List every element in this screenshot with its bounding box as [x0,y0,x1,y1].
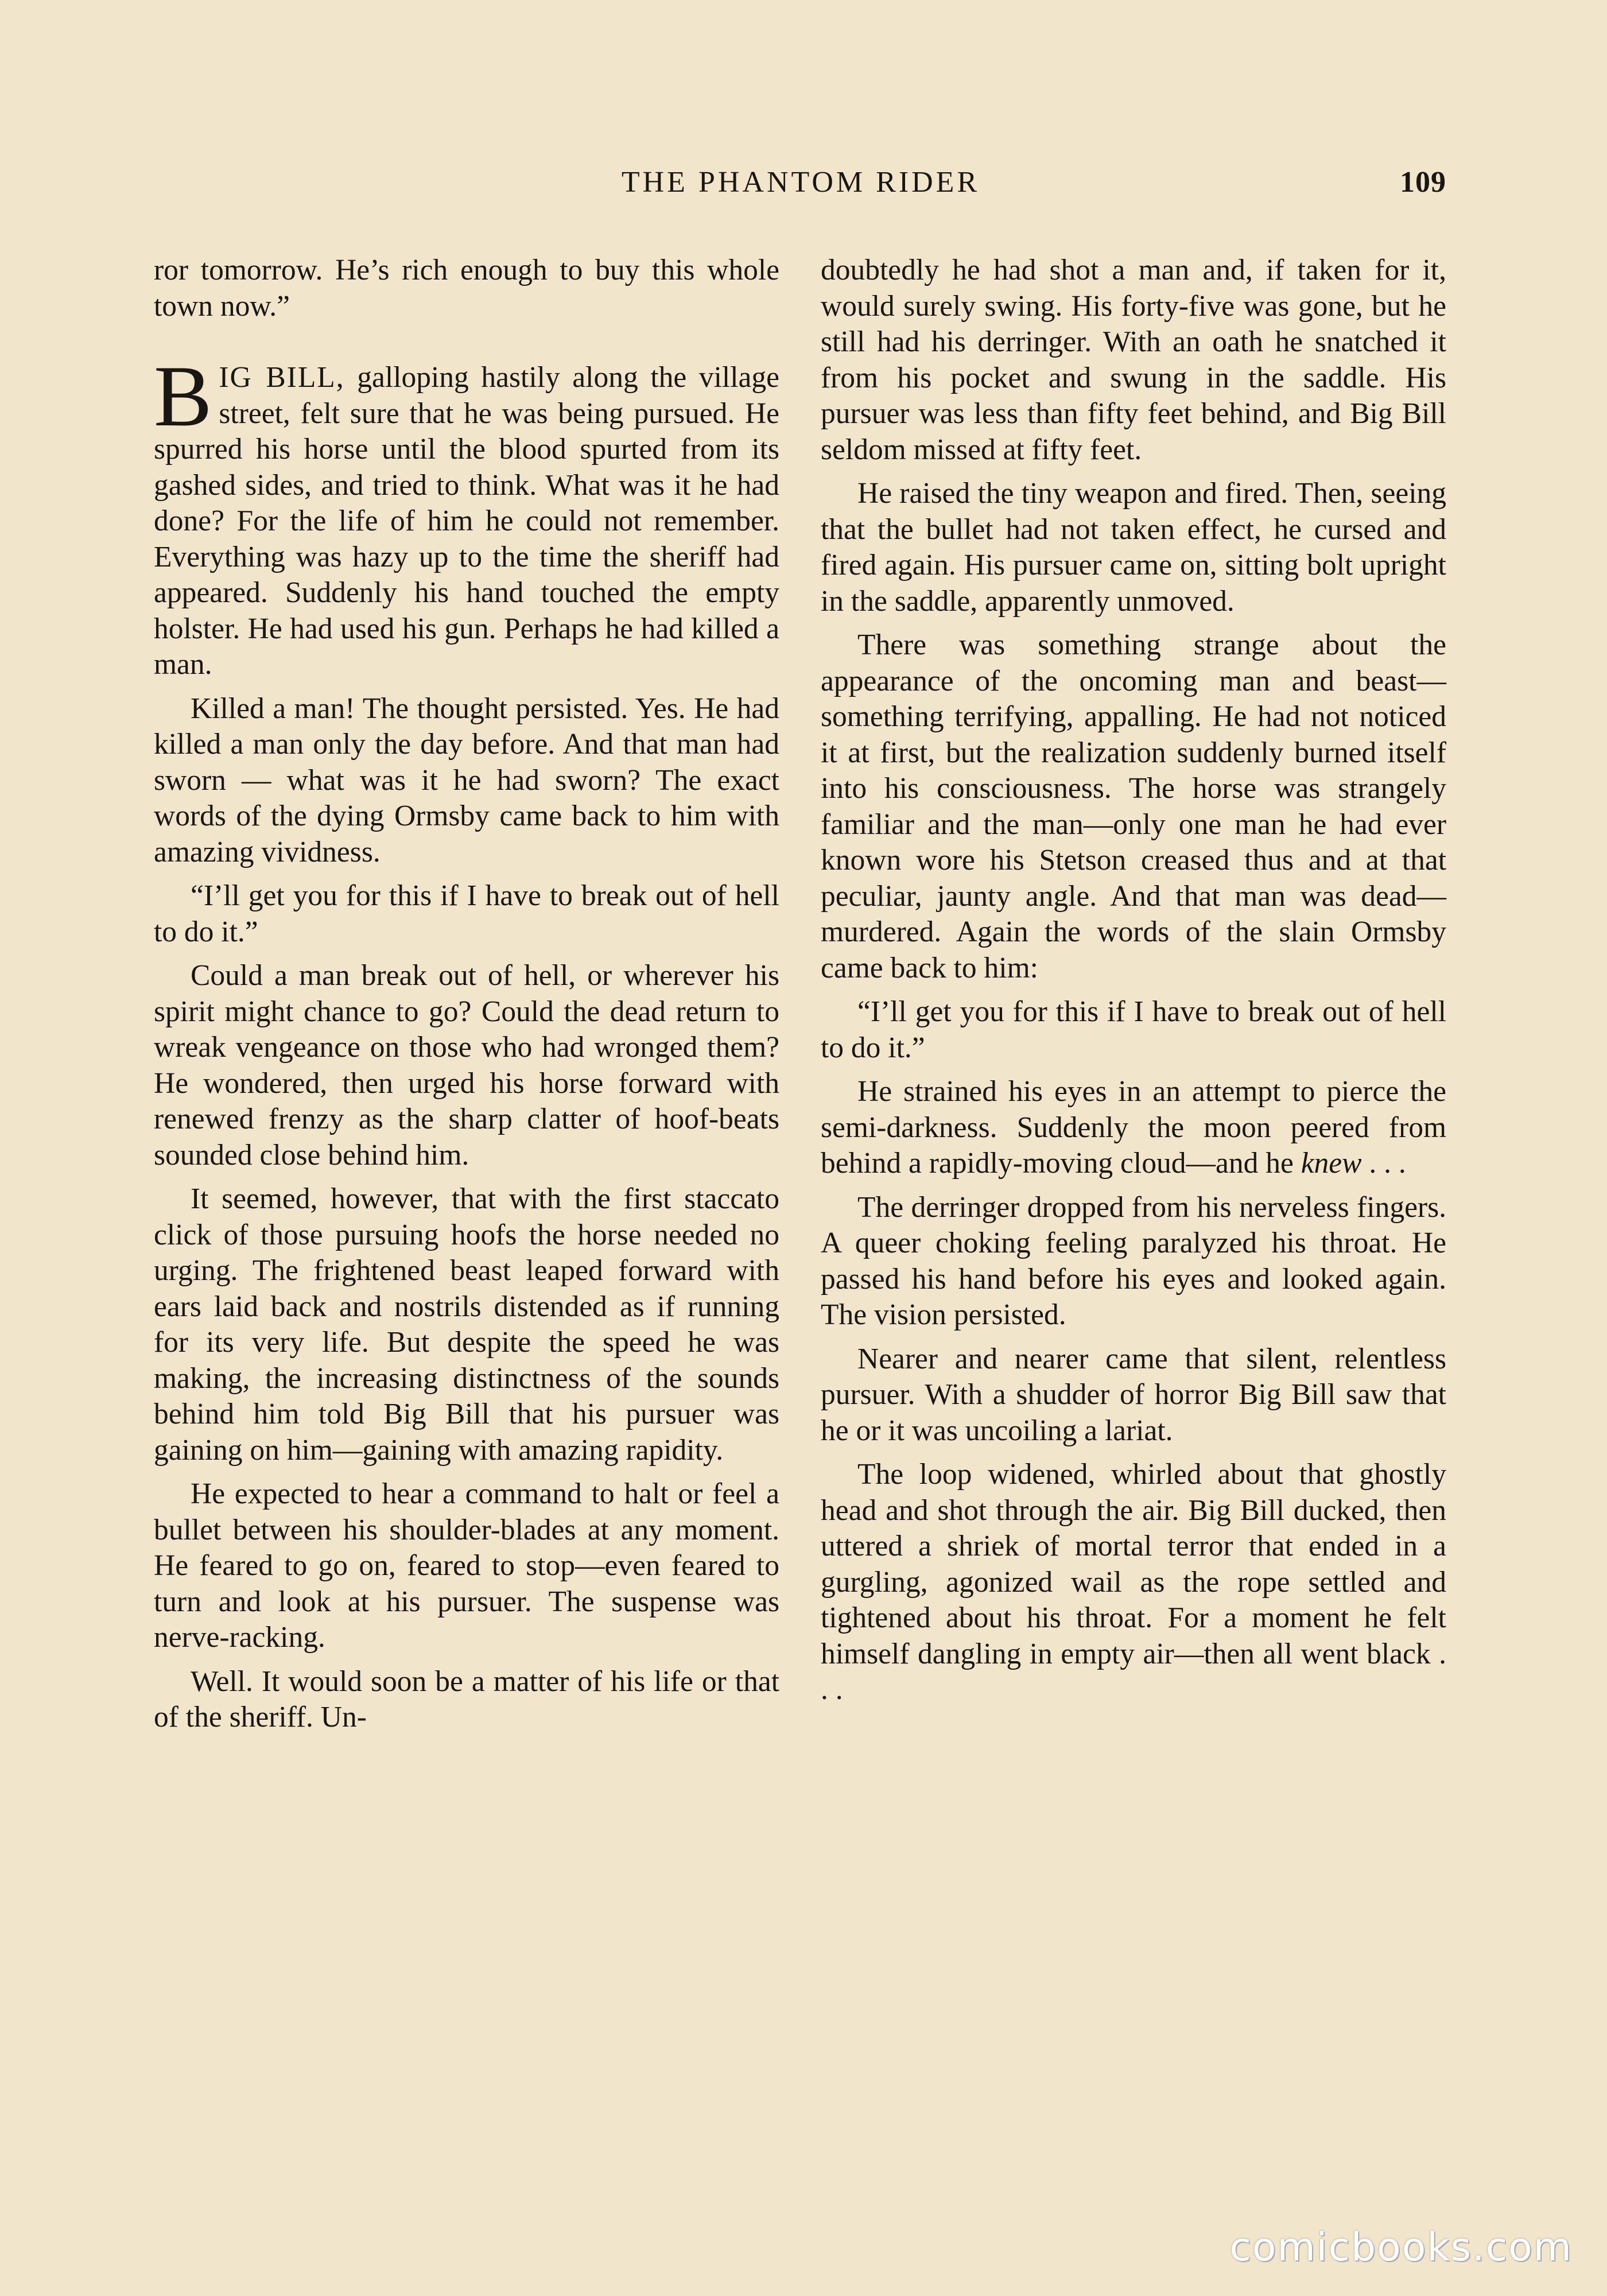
section-opening-paragraph [154,348,779,683]
emphasis-word: knew [1301,1147,1362,1180]
paragraph: The loop widened, whirled about that ghostly head and shot through the air. Big Bill ducked, then uttered a shriek of mortal terror that ended in a gurgling, agonized wail as the rope settled and tightened about his throat. For a moment he felt himself dangling in empty air—then all went black . . . [821,1458,1446,1706]
paragraph: The derringer dropped from his nerveless fingers. A queer choking feeling paralyzed his throat. He passed his hand before his eyes and looked again. The vision persisted. [821,1190,1446,1331]
paragraph: Well. It would soon be a matter of his life or that of the sheriff. Un- [154,1665,779,1733]
drop-cap: B [154,348,212,444]
ellipsis: . . . [1361,1147,1406,1180]
paragraph: doubtedly he had shot a man and, if taken for it, would surely swing. His forty-five was gone, but he still had his derringer. With an oath he snatched it from his pocket and swung in the saddle. His pursuer was less than fifty feet behind, and Big Bill seldom missed at fifty feet. [821,254,1446,466]
quote-paragraph: “I’ll get you for this if I have to break out of hell to do it.” [154,879,779,948]
paragraph-text: He strained his eyes in an attempt to pierce the semi-darkness. Suddenly the moon peered from behind a rapidly-moving cloud—and he [821,1075,1446,1180]
page-number: 109 [1400,166,1446,199]
paragraph: He expected to hear a command to halt or feel a bullet between his shoulder-blades at any moment. He feared to go on, feared to stop—even feared to turn and look at his pursuer. The suspense was nerve-racking. [154,1477,779,1654]
running-title: THE PHANTOM RIDER [621,166,980,199]
paragraph: He raised the tiny weapon and fired. Then, seeing that the bullet had not taken effect, he cursed and fired again. His pursuer came on, sitting bolt upright in the saddle, apparently unmoved. [821,477,1446,618]
paragraph: There was something strange about the appearance of the oncoming man and beast—something terrifying, appalling. He had not noticed it at first, but the realization suddenly burned itself into his consciousness. The horse was strangely familiar and the man—only one man he had ever known wore his Stetson creased thus and at that peculiar, jaunty angle. And that man was dead—murdered. Again the words of the slain Ormsby came back to him: [821,629,1446,984]
paragraph [821,1074,1446,1182]
paragraph: ror tomorrow. He’s rich enough to buy this whole town now.” [154,254,779,323]
paragraph-text: galloping hastily along the village street, felt sure that he was being pursued. He spurred his horse until the blood spurted from its gashed sides, and tried to think. What was it he had done? For the life of him he could not remember. Everything was hazy up to the time the sheriff had appeared. Suddenly his hand touched the empty holster. He had used his gun. Perhaps he had killed a man. [154,361,779,681]
paragraph: Nearer and nearer came that silent, relentless pursuer. With a shudder of horror Big Bill saw that he or it was uncoiling a lariat. [821,1342,1446,1447]
quote-paragraph: “I’ll get you for this if I have to break out of hell to do it.” [821,995,1446,1064]
paragraph: It seemed, however, that with the first staccato click of those pursuing hoofs the horse needed no urging. The frightened beast leaped forward with ears laid back and nostrils distended as if running for its very life. But despite the speed he was making, the increasing distinctness of the sounds behind him told Big Bill that his pursuer was gaining on him—gaining with amazing rapidity. [154,1182,779,1467]
page-header [155,165,1446,211]
left-column [154,253,779,1744]
right-column [821,253,1446,1716]
site-watermark: comicbooks.com [1229,2225,1573,2270]
paragraph: Could a man break out of hell, or wherever his spirit might chance to go? Could the dead return to wreak vengeance on those who had wronged them? He wondered, then urged his horse forward with renewed frenzy as the sharp clatter of hoof-beats sounded close behind him. [154,959,779,1172]
lead-in-small-caps: IG BILL, [219,361,345,394]
paragraph: Killed a man! The thought persisted. Yes. He had killed a man only the day before. And that man had sworn — what was it he had sworn? The exact words of the dying Ormsby came back to him with amazing vividness. [154,692,779,868]
